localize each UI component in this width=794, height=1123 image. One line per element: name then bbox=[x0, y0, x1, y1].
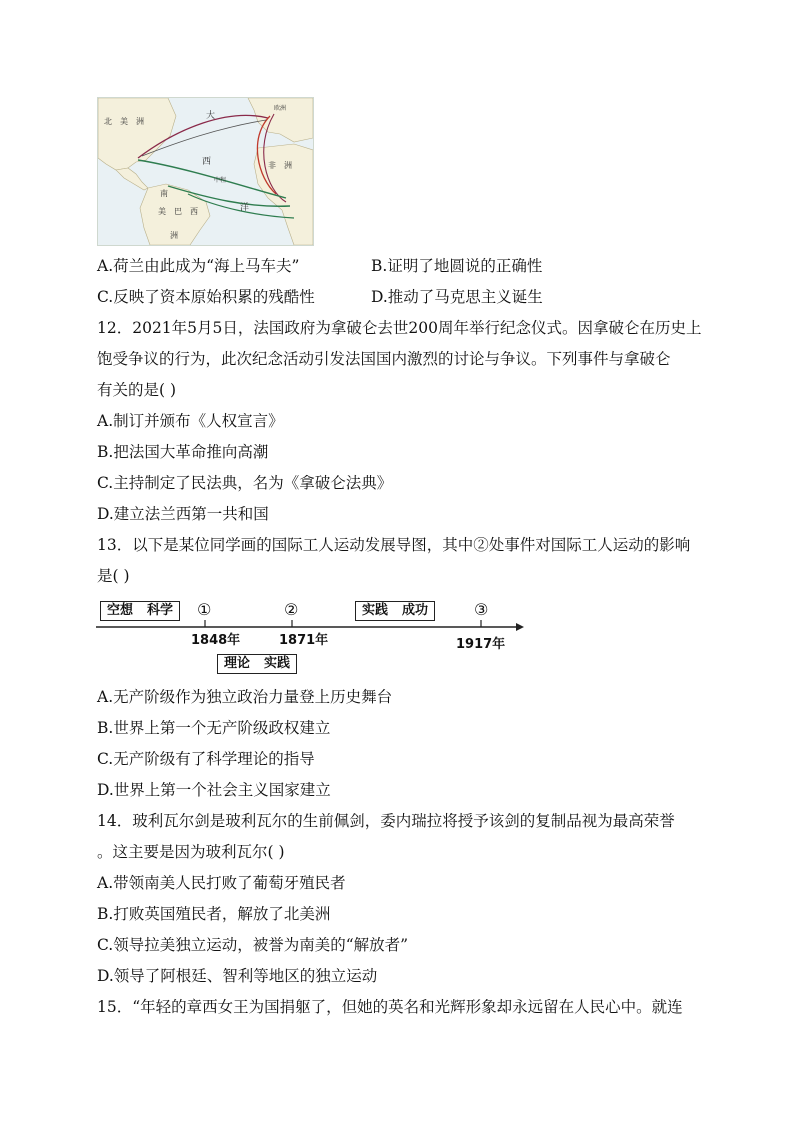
map-label-africa: 非 洲 bbox=[268, 161, 292, 170]
map-graphic bbox=[98, 98, 313, 245]
q13-stem-line2: 是( ) bbox=[97, 567, 130, 585]
q12-option-b: B.把法国大革命推向高潮 bbox=[97, 443, 269, 461]
q11-option-d: D.推动了马克思主义诞生 bbox=[371, 288, 543, 306]
map-label-ocean-big: 大 bbox=[206, 111, 216, 121]
q12-option-c: C.主持制定了民法典，名为《拿破仑法典》 bbox=[97, 474, 393, 492]
q12-option-a: A.制订并颁布《人权宣言》 bbox=[97, 412, 284, 430]
q12-stem-line3: 有关的是( ) bbox=[97, 381, 177, 399]
q13-stem-line1: 13．以下是某位同学画的国际工人运动发展导图，其中②处事件对国际工人运动的影响 bbox=[97, 536, 691, 554]
timeline-year-1848: 1848年 bbox=[191, 633, 241, 648]
map-label-ocean-ocean: 洋 bbox=[240, 203, 250, 213]
q14-option-c: C.领导拉美独立运动，被誉为南美的“解放者” bbox=[97, 936, 409, 954]
map-label-zhou: 洲 bbox=[170, 231, 178, 240]
map-label-south: 南 bbox=[160, 189, 168, 198]
q13-option-d: D.世界上第一个社会主义国家建立 bbox=[97, 781, 331, 799]
map-label-ocean-west: 西 bbox=[202, 157, 212, 167]
map-label-middle-passage: 中程 bbox=[214, 177, 227, 184]
q14-option-d: D.领导了阿根廷、智利等地区的独立运动 bbox=[97, 967, 378, 985]
q14-stem-line2: 。这主要是因为玻利瓦尔( ) bbox=[97, 843, 285, 861]
timeline-box-theory-practice bbox=[217, 654, 297, 674]
timeline-mark-3: ③ bbox=[474, 600, 489, 619]
timeline-mark-1: ① bbox=[197, 600, 212, 619]
q14-stem-line1: 14．玻利瓦尔剑是玻利瓦尔的生前佩剑，委内瑞拉将授予该剑的复制品视为最高荣誉 bbox=[97, 812, 675, 830]
q12-stem-line2: 饱受争议的行为，此次纪念活动引发法国国内激烈的讨论与争议。下列事件与拿破仑 bbox=[97, 350, 671, 368]
timeline-box-practice-success bbox=[355, 601, 435, 621]
timeline-box2-word1: 实践 bbox=[362, 603, 389, 618]
timeline-year-1871: 1871年 bbox=[279, 633, 329, 648]
timeline-box1-word1: 空想 bbox=[107, 603, 134, 618]
timeline-box1-word2: 科学 bbox=[147, 603, 174, 618]
q15-stem-line1: 15．“年轻的章西女王为国捐躯了，但她的英名和光辉形象却永远留在人民心中。就连 bbox=[97, 998, 683, 1016]
timeline-box2-word2: 成功 bbox=[402, 603, 429, 618]
timeline-box3-word2: 实践 bbox=[264, 656, 291, 671]
q13-option-a: A.无产阶级作为独立政治力量登上历史舞台 bbox=[97, 688, 393, 706]
timeline-box3-word1: 理论 bbox=[224, 656, 251, 671]
q11-option-a: A.荷兰由此成为“海上马车夫” bbox=[97, 257, 300, 275]
q11-option-b: B.证明了地圆说的正确性 bbox=[371, 257, 543, 275]
triangular-trade-map bbox=[97, 97, 314, 246]
q13-option-b: B.世界上第一个无产阶级政权建立 bbox=[97, 719, 331, 737]
q11-option-c: C.反映了资本原始积累的残酷性 bbox=[97, 288, 315, 306]
q12-stem-line1: 12．2021年5月5日，法国政府为拿破仑去世200周年举行纪念仪式。因拿破仑在历史上 bbox=[97, 319, 702, 337]
timeline-axis-arrow bbox=[516, 623, 524, 631]
map-label-america: 美 巴 西 bbox=[158, 207, 198, 216]
q14-option-b: B.打败英国殖民者，解放了北美洲 bbox=[97, 905, 331, 923]
timeline-mark-2: ② bbox=[284, 600, 299, 619]
timeline-year-1917: 1917年 bbox=[456, 637, 506, 652]
map-label-north-america: 北 美 洲 bbox=[104, 117, 144, 126]
map-label-europe: 欧洲 bbox=[274, 105, 287, 112]
q13-option-c: C.无产阶级有了科学理论的指导 bbox=[97, 750, 315, 768]
q12-option-d: D.建立法兰西第一共和国 bbox=[97, 505, 269, 523]
q14-option-a: A.带领南美人民打败了葡萄牙殖民者 bbox=[97, 874, 346, 892]
timeline-box-utopia-science bbox=[100, 601, 180, 621]
